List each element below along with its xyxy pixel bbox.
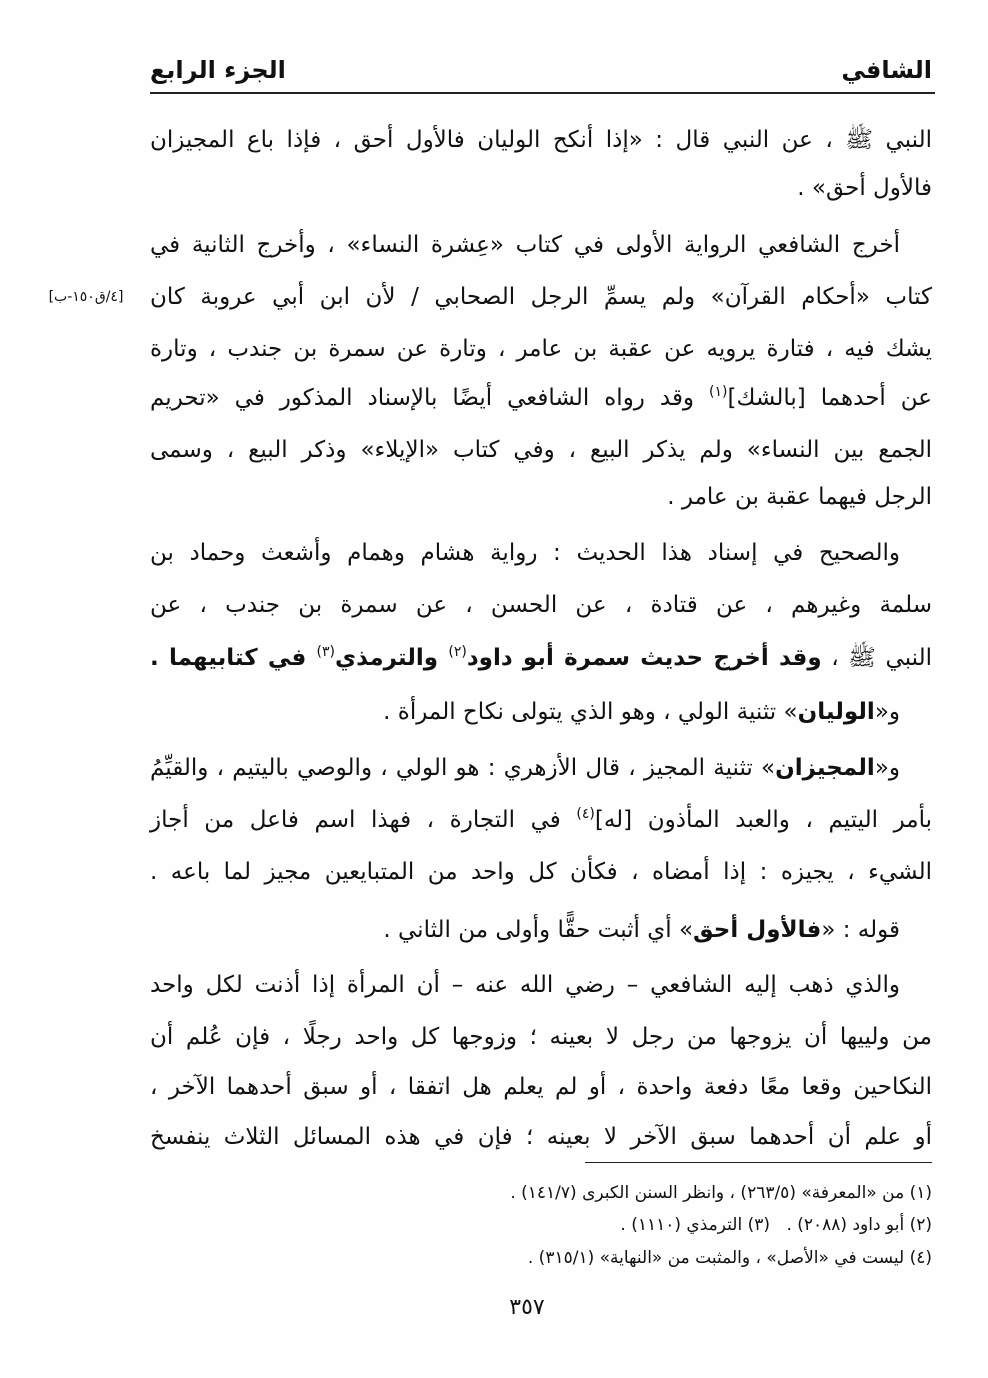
book-title: الشافي	[841, 56, 932, 84]
footnote: (٤) ليست في «الأصل» ، والمثبت من «النهاية» (٣١٥/١) .	[527, 1248, 932, 1268]
text-segment: النبي ﷺ ، عن النبي قال : «إذا أنكح الوليان فالأول أحق ، فإذا باع المجيزان	[150, 127, 932, 153]
text-segment: و«	[874, 699, 900, 725]
text-line	[150, 1017, 932, 1057]
text-segment: يشك فيه ، فتارة يرويه عن عقبة بن عامر ، وتارة عن سمرة بن جندب ، وتارة	[150, 336, 932, 362]
footnote-rule	[585, 1162, 932, 1163]
text-line	[150, 225, 900, 265]
text-segment: والصحيح في إسناد هذا الحديث : رواية هشام وهمام وأشعث وحماد بن	[150, 540, 900, 566]
text-segment: النبي ﷺ ،	[821, 645, 932, 671]
text-segment: والذي ذهب إليه الشافعي – رضي الله عنه – أن المرأة إذا أذنت لكل واحد	[150, 972, 900, 998]
footnote: (٣) الترمذي (١١١٠) .	[620, 1215, 770, 1235]
text-line	[150, 965, 900, 1005]
text-segment: سلمة وغيرهم ، عن قتادة ، عن الحسن ، عن سمرة بن جندب ، عن	[150, 592, 932, 618]
text-segment: عن أحدهما [بالشك]	[727, 385, 932, 411]
quoted-phrase: فالأول أحق	[693, 917, 822, 943]
text-segment: كتاب «أحكام القرآن» ولم يسمِّ الرجل الصحابي / لأن ابن أبي عروبة كان	[150, 284, 932, 310]
footnote: (١) من «المعرفة» (٢٦٣/٥) ، وانظر السنن الكبرى (١٤١/٧) .	[510, 1183, 932, 1203]
text-line	[150, 329, 932, 369]
emphasis-text: في كتابيهما .	[150, 645, 317, 671]
text-segment: » تثنية الولي ، وهو الذي يتولى نكاح المرأة .	[383, 699, 798, 725]
text-line	[150, 120, 932, 160]
text-segment: أو علم أن أحدهما سبق الآخر لا بعينه ؛ فإن في هذه المسائل الثلاث ينفسخ	[150, 1124, 932, 1150]
text-line	[150, 692, 900, 732]
defined-term: الوليان	[797, 699, 875, 725]
defined-term: المجيزان	[775, 755, 875, 781]
text-line	[150, 378, 932, 418]
emphasis-text: والترمذي	[334, 645, 449, 671]
text-segment: و«	[874, 755, 900, 781]
text-segment: الجمع بين النساء» ولم يذكر البيع ، وفي كتاب «الإيلاء» وذكر البيع ، وسمى	[150, 437, 932, 463]
text-segment: الرجل فيهما عقبة بن عامر .	[667, 484, 932, 510]
footnote-ref: (٤)	[576, 806, 595, 822]
text-segment: من ولييها أن يزوجها من رجل لا بعينه ؛ وزوجها كل واحد رجلًا ، فإن عُلم أن	[150, 1024, 932, 1050]
text-segment: النكاحين وقعا معًا دفعة واحدة ، أو لم يعلم هل اتفقا ، أو سبق أحدهما الآخر ،	[150, 1074, 932, 1100]
text-line	[150, 800, 932, 840]
emphasis-text: وقد أخرج حديث سمرة أبو داود	[466, 645, 822, 671]
manuscript-folio-note: [٤/ق١٥٠-ب]	[48, 289, 124, 305]
text-line	[150, 168, 932, 208]
text-segment: » أي أثبت حقًّا وأولى من الثاني .	[383, 917, 694, 943]
text-line	[150, 533, 900, 573]
text-segment: بأمر اليتيم ، والعبد المأذون [له]	[594, 807, 932, 833]
text-line	[150, 585, 932, 625]
footnote-ref: (٢)	[448, 644, 467, 660]
text-segment: أخرج الشافعي الرواية الأولى في كتاب «عِشرة النساء» ، وأخرج الثانية في	[150, 232, 900, 258]
text-line	[150, 430, 932, 470]
text-segment: فالأول أحق» .	[797, 175, 932, 201]
text-segment: » تثنية المجيز ، قال الأزهري : هو الولي ، والوصي باليتيم ، والقيِّمُ	[150, 755, 776, 781]
header-rule	[150, 92, 935, 94]
text-line	[150, 638, 932, 678]
text-line	[150, 277, 932, 317]
text-line	[150, 910, 900, 950]
text-line	[150, 748, 900, 788]
text-segment: وقد رواه الشافعي أيضًا بالإسناد المذكور في «تحريم	[150, 385, 709, 411]
text-line	[150, 1067, 932, 1107]
text-segment: في التجارة ، فهذا اسم فاعل من أجاز	[150, 807, 577, 833]
volume-label: الجزء الرابع	[150, 56, 286, 84]
footnote-ref: (٣)	[316, 644, 335, 660]
text-line	[150, 852, 932, 892]
footnote: (٢) أبو داود (٢٠٨٨) .	[786, 1215, 932, 1235]
text-segment: قوله : «	[821, 917, 900, 943]
page-number: ٣٥٧	[509, 1295, 545, 1320]
text-segment: الشيء ، يجيزه : إذا أمضاه ، فكأن كل واحد من المتبايعين مجيز لما باعه .	[150, 859, 932, 885]
text-line	[150, 477, 932, 517]
footnote-ref: (١)	[709, 384, 728, 400]
text-line	[150, 1117, 932, 1157]
